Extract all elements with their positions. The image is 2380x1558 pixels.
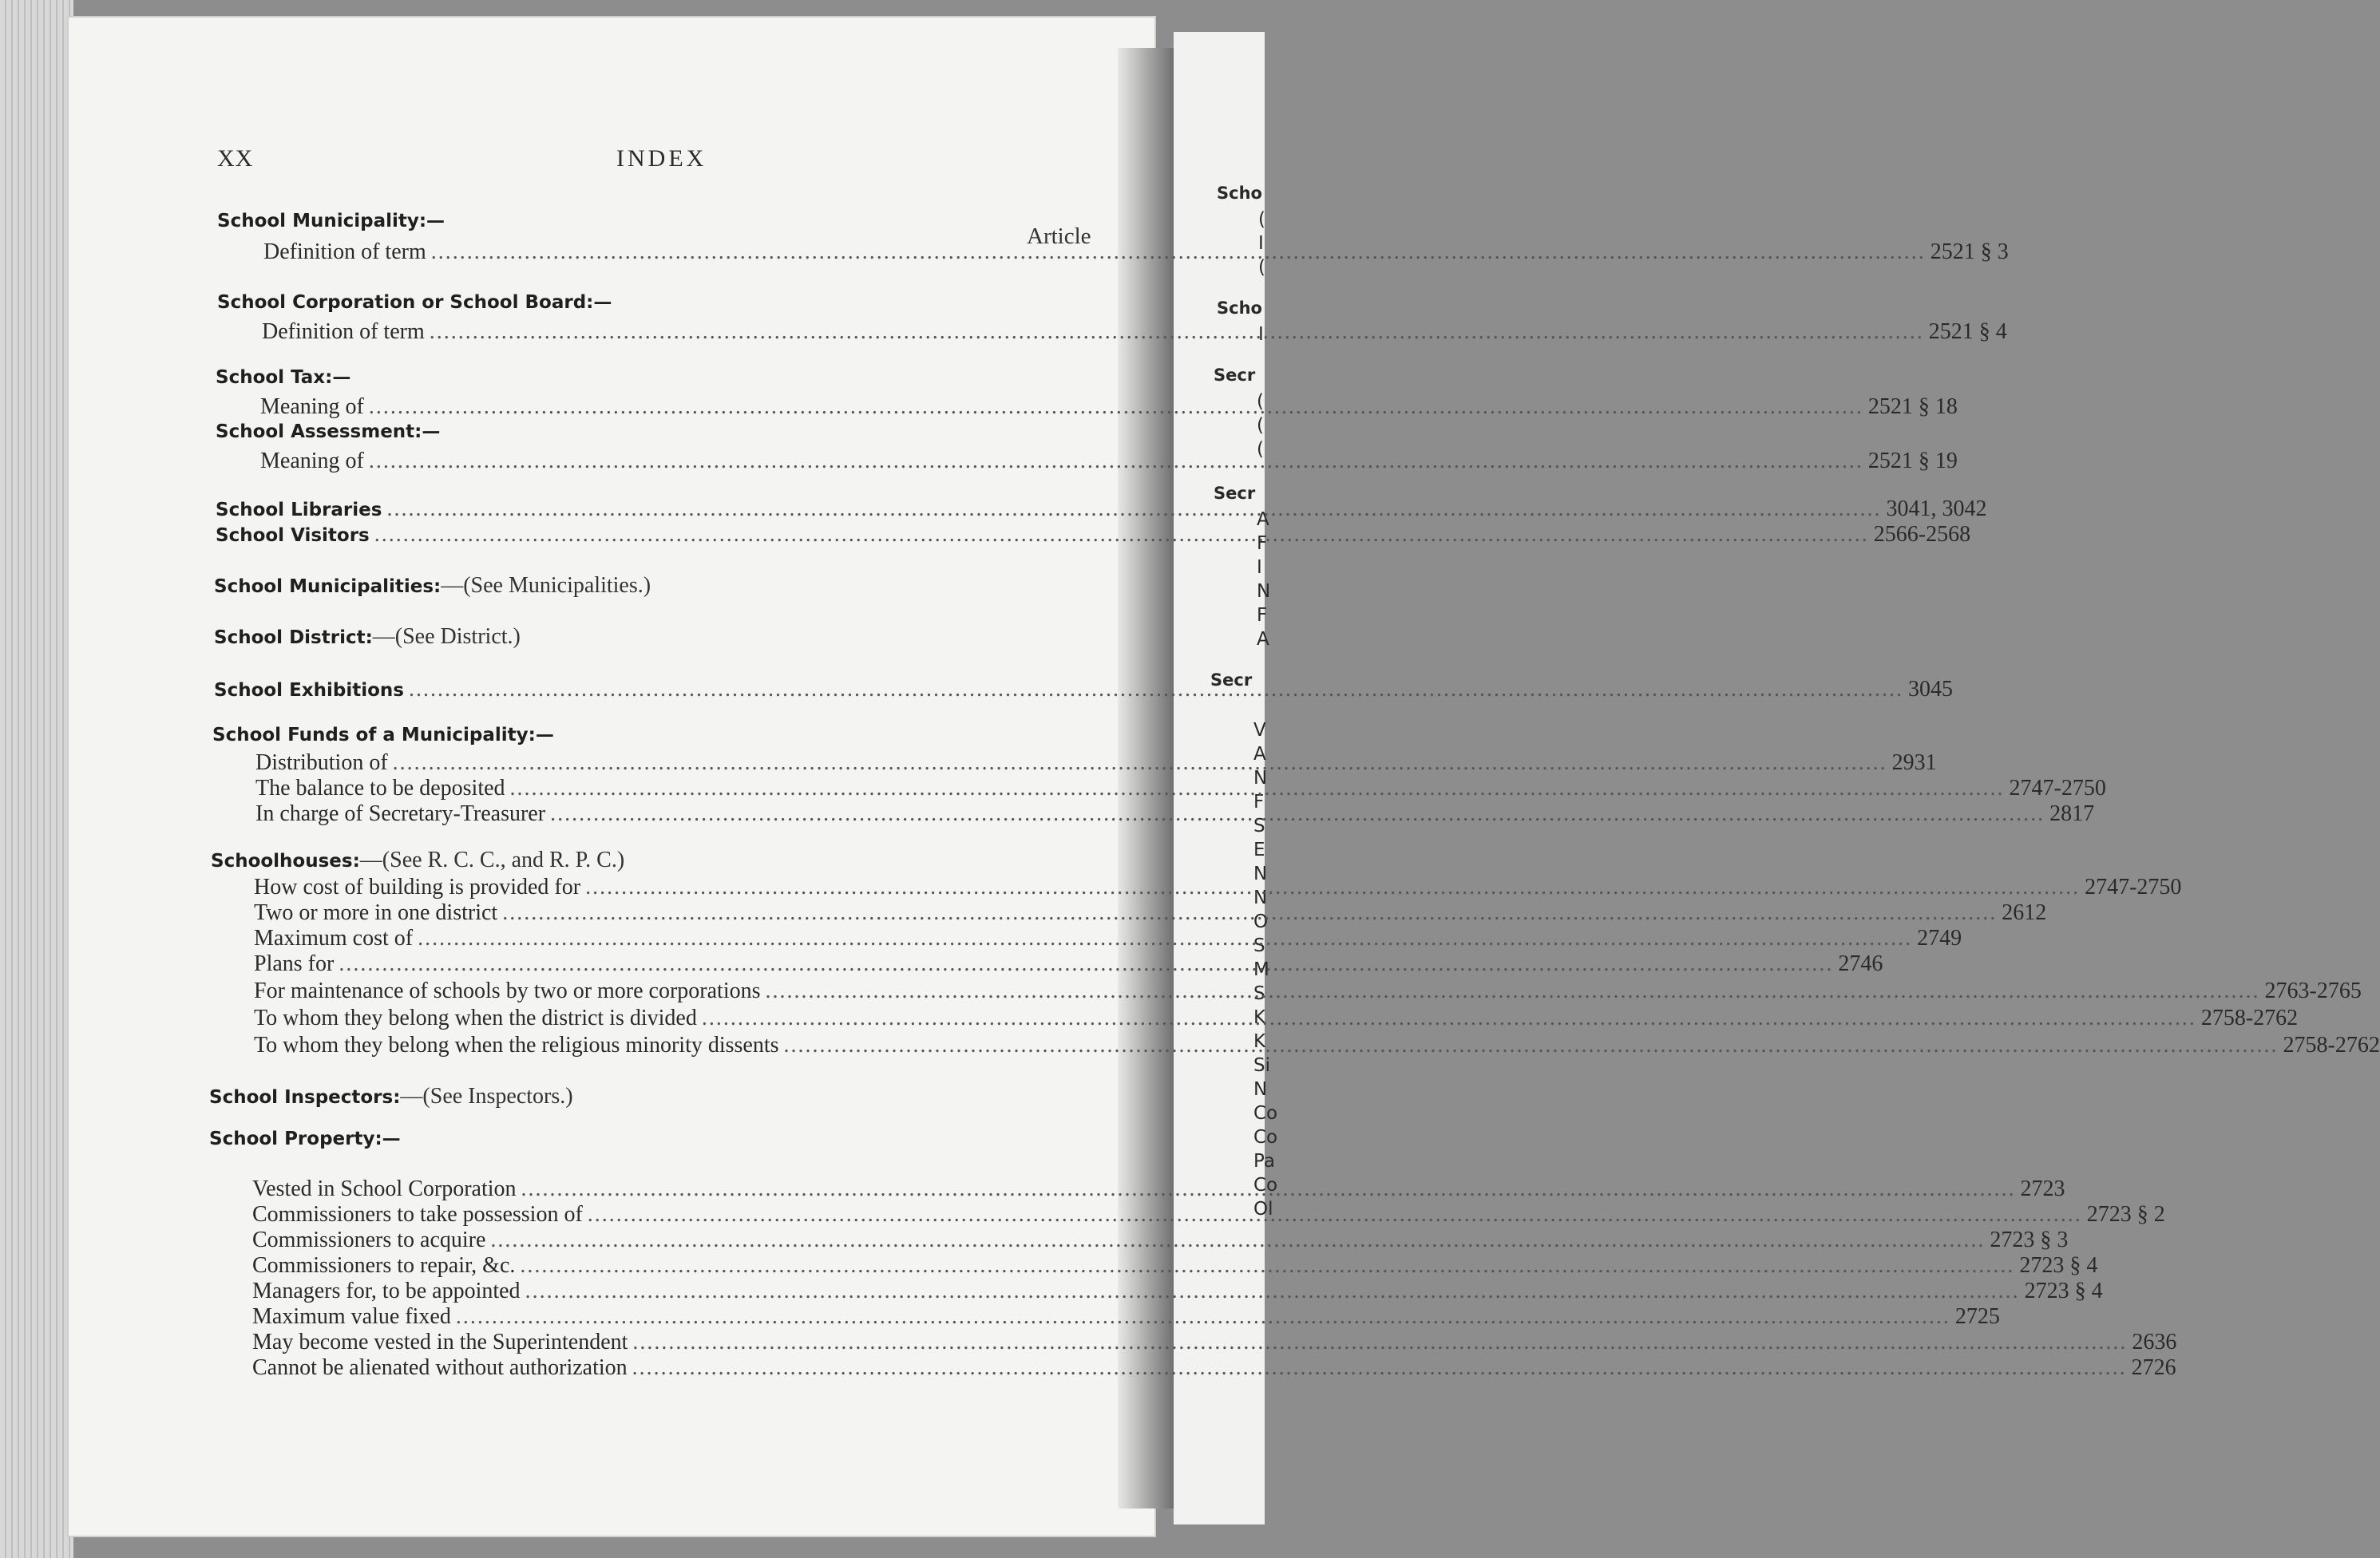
index-entry (255, 776, 2106, 801)
entry-text: Commissioners to take possession of (252, 1202, 583, 1227)
fragment-text: Secr (1210, 670, 1253, 690)
fragment-text: N (1253, 768, 1268, 789)
entry-text: Maximum cost of (254, 926, 414, 951)
entry-reference: 2723 § 4 (2019, 1253, 2098, 1278)
dot-leader (585, 875, 2080, 900)
fragment-text: S (1253, 983, 1265, 1004)
entry-reference: 2521 § 4 (1928, 319, 2007, 344)
index-heading: School Property:— (209, 1129, 401, 1149)
index-entry (254, 1006, 2299, 1031)
fragment-text: Co (1253, 1175, 1278, 1196)
dot-leader (386, 496, 1881, 522)
index-heading (214, 624, 521, 650)
dot-leader (525, 1279, 2020, 1304)
fragment-text: K (1253, 1007, 1266, 1028)
fragment-text: S (1253, 816, 1265, 836)
index-entry (252, 1355, 2176, 1381)
index-entry (254, 951, 1883, 977)
fragment-text: ( (1257, 439, 1264, 460)
article-column-label: Article (1027, 223, 1091, 249)
dot-leader (430, 319, 1924, 345)
entry-text: May become vested in the Superintendent (252, 1330, 628, 1354)
entry-reference: 2723 § 2 (2086, 1202, 2165, 1227)
fragment-text: F (1253, 792, 1265, 813)
index-entry (254, 926, 1962, 951)
entry-reference: 2763-2765 (2264, 979, 2362, 1003)
fragment-text: Pa (1253, 1151, 1275, 1172)
entry-reference: 2758-2762 (2200, 1006, 2299, 1030)
fragment-text: F (1257, 533, 1268, 554)
fragment-text: Co (1253, 1103, 1278, 1124)
fragment-text: N (1253, 1079, 1268, 1100)
dot-leader (510, 776, 2005, 801)
fragment-text: E (1253, 840, 1265, 860)
dot-leader (784, 1033, 2279, 1058)
index-entry (216, 522, 1971, 548)
index-heading (214, 573, 651, 599)
entry-text: Managers for, to be appointed (252, 1279, 521, 1303)
fragment-text: ( (1257, 391, 1264, 412)
cross-reference: —(See District.) (372, 624, 521, 649)
index-entry (252, 1304, 2000, 1330)
fragment-text: A (1253, 744, 1266, 765)
fragment-text: Secr (1214, 484, 1256, 503)
index-heading (211, 848, 624, 873)
dot-leader (369, 394, 1863, 420)
fragment-text: N (1257, 581, 1271, 602)
index-entry (252, 1330, 2177, 1355)
entry-text: To whom they belong when the religious minority dissents (254, 1033, 779, 1058)
dot-leader (418, 926, 1912, 951)
heading-text: School Municipalities: (214, 576, 442, 597)
entry-reference: 2758-2762 (2283, 1033, 2380, 1058)
fragment-text: S (1253, 935, 1265, 956)
entry-reference: 2747-2750 (2009, 776, 2106, 801)
entry-text: School Libraries (216, 500, 382, 520)
dot-leader (431, 239, 1926, 265)
entry-reference: 2521 § 18 (1867, 394, 1958, 419)
entry-text: Meaning of (260, 449, 364, 473)
page-title: INDEX (616, 145, 707, 172)
fragment-text: N (1253, 864, 1268, 884)
index-entry (260, 449, 1958, 474)
entry-reference: 3041, 3042 (1886, 496, 1987, 521)
fragment-text: Scho (1217, 299, 1262, 318)
fragment-text: Scho (1217, 184, 1262, 203)
index-heading: School Tax:— (216, 367, 351, 388)
entry-text: Distribution of (255, 750, 388, 775)
fragment-text: ( (1258, 257, 1265, 278)
cross-reference: —(See R. C. C., and R. P. C.) (359, 848, 625, 872)
entry-text: Vested in School Corporation (252, 1176, 517, 1201)
dot-leader (766, 979, 2260, 1004)
index-entry (252, 1228, 2069, 1253)
dot-leader (393, 750, 1887, 776)
fragment-text: Secr (1214, 366, 1256, 385)
entry-reference: 2723 § 3 (1990, 1228, 2069, 1252)
index-entry (255, 750, 1937, 776)
page-number: XX (217, 145, 254, 172)
fragment-text: M (1253, 959, 1269, 980)
entry-text: School Visitors (216, 525, 370, 546)
entry-text: School Exhibitions (214, 680, 404, 701)
index-entry (252, 1176, 2065, 1202)
entry-reference: 2747-2750 (2085, 875, 2182, 900)
entry-reference: 2726 (2131, 1355, 2176, 1380)
entry-reference: 2636 (2132, 1330, 2177, 1354)
index-heading: School Assessment:— (216, 421, 441, 442)
entry-reference: 2725 (1954, 1304, 2000, 1329)
index-entry (255, 801, 2095, 827)
fragment-text: A (1257, 509, 1269, 530)
fragment-text: Si (1253, 1055, 1270, 1076)
entry-text: Cannot be alienated without authorization (252, 1355, 628, 1380)
entry-reference: 3045 (1907, 677, 1953, 702)
fragment-text: F (1257, 605, 1268, 626)
entry-text: Two or more in one district (254, 900, 498, 925)
dot-leader (702, 1006, 2196, 1031)
fragment-text: I (1258, 233, 1264, 254)
entry-reference: 2931 (1891, 750, 1937, 775)
entry-text: In charge of Secretary-Treasurer (255, 801, 546, 826)
index-entry (252, 1253, 2098, 1279)
index-entry (254, 1033, 2380, 1058)
fragment-text: N (1253, 888, 1268, 908)
index-entry (254, 875, 2182, 900)
dot-leader (502, 900, 1997, 926)
fragment-text: A (1257, 629, 1269, 650)
cross-reference: —(See Municipalities.) (441, 573, 651, 598)
heading-text: School District: (214, 627, 373, 648)
fragment-text: K (1253, 1031, 1266, 1052)
entry-text: The balance to be deposited (255, 776, 505, 801)
dot-leader (550, 801, 2045, 827)
dot-leader (339, 951, 1833, 977)
entry-reference: 2723 § 4 (2024, 1279, 2103, 1303)
dot-leader (521, 1176, 2016, 1202)
dot-leader (632, 1355, 2127, 1381)
dot-leader (409, 677, 1903, 702)
entry-reference: 2723 (2020, 1176, 2065, 1201)
index-heading (209, 1084, 573, 1109)
fragment-text: Ol (1253, 1199, 1273, 1220)
entry-text: Commissioners to repair, &c. (252, 1253, 516, 1278)
entry-reference: 2566-2568 (1873, 522, 1971, 547)
index-entry (254, 979, 2362, 1004)
entry-text: Maximum value fixed (252, 1304, 451, 1329)
cross-reference: —(See Inspectors.) (400, 1084, 573, 1109)
dot-leader (456, 1304, 1950, 1330)
entry-text: Definition of term (263, 239, 426, 264)
entry-text: To whom they belong when the district is divided (254, 1006, 697, 1030)
entry-reference: 2749 (1917, 926, 1962, 951)
index-entry (260, 394, 1958, 420)
heading-text: Schoolhouses: (211, 851, 360, 872)
fragment-text: I (1257, 557, 1262, 578)
fragment-text: V (1253, 720, 1266, 741)
fragment-text: ( (1257, 415, 1264, 436)
index-entry (216, 496, 1987, 522)
index-entry (254, 900, 2047, 926)
entry-reference: 2817 (2049, 801, 2095, 826)
dot-leader (588, 1202, 2082, 1228)
index-entry (252, 1279, 2103, 1304)
entry-text: Meaning of (260, 394, 364, 419)
dot-leader (632, 1330, 2127, 1355)
dot-leader (369, 449, 1863, 474)
entry-reference: 2521 § 3 (1930, 239, 2009, 264)
heading-text: School Inspectors: (209, 1087, 401, 1108)
fragment-text: Co (1253, 1127, 1278, 1148)
book-page-edges (0, 0, 73, 1558)
entry-reference: 2746 (1838, 951, 1883, 976)
entry-text: Commissioners to acquire (252, 1228, 486, 1252)
dot-leader (374, 522, 1869, 548)
entry-text: Plans for (254, 951, 335, 976)
entry-text: How cost of building is provided for (254, 875, 581, 900)
dot-leader (520, 1253, 2014, 1279)
index-entry (263, 239, 2009, 265)
index-heading: School Corporation or School Board:— (217, 292, 612, 313)
fragment-text: ( (1258, 209, 1265, 230)
index-entry (262, 319, 2007, 345)
fragment-text: O (1253, 911, 1269, 932)
entry-reference: 2521 § 19 (1867, 449, 1958, 473)
entry-text: For maintenance of schools by two or more corporations (254, 979, 761, 1003)
fragment-text: I (1258, 324, 1264, 345)
dot-leader (490, 1228, 1985, 1253)
index-heading: School Municipality:— (217, 211, 446, 231)
entry-reference: 2612 (2002, 900, 2047, 925)
entry-text: Definition of term (262, 319, 425, 344)
index-heading: School Funds of a Municipality:— (212, 725, 554, 745)
